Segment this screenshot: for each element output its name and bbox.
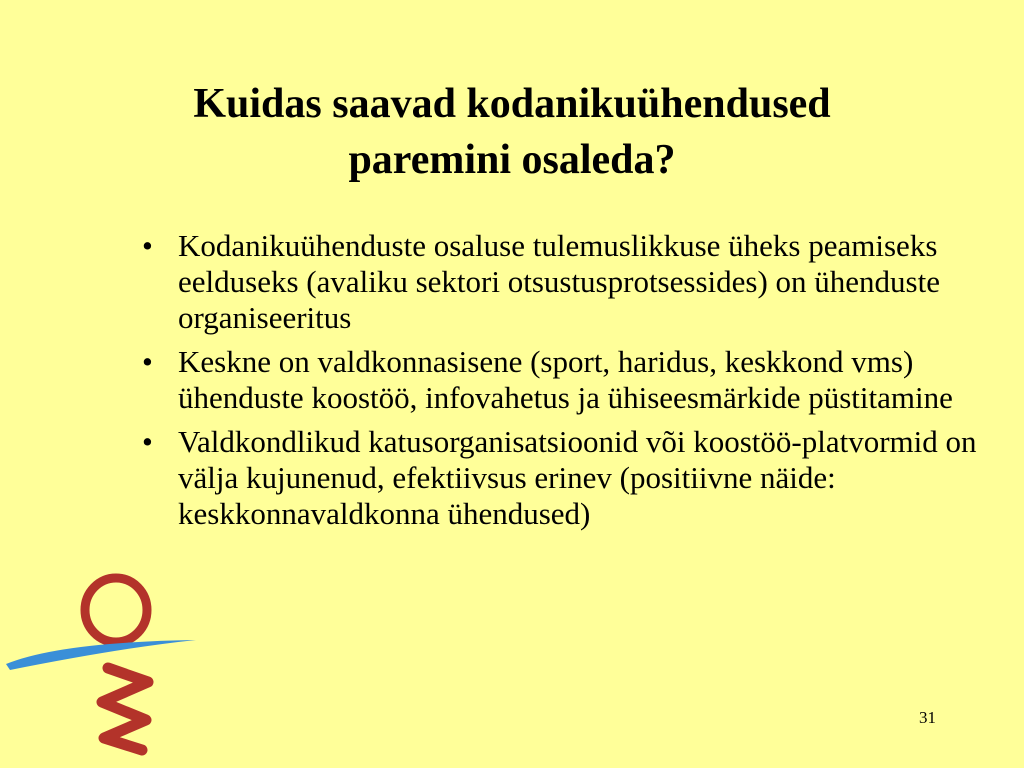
slide-title-line-2: paremini osaleda?: [348, 137, 676, 183]
bullet-glyph: •: [142, 424, 153, 459]
slide-title-line-1: Kuidas saavad kodanikuühendused: [193, 81, 831, 127]
page-number: 31: [919, 708, 936, 727]
bullet-text: Valdkondlikud katusorganisatsioonid või koostöö-platvormid on välja kujunenud, efektiivsus erinev (positiivne näide: keskkonnavaldkonna ühendused): [178, 424, 977, 531]
bullet-item: [140, 228, 990, 336]
bullet-item: [140, 344, 990, 416]
bullet-list: [140, 228, 990, 540]
bullet-glyph: •: [142, 344, 153, 379]
bullet-glyph: •: [142, 228, 153, 263]
slide-title: [60, 76, 964, 188]
bullet-text: Kodanikuühenduste osaluse tulemuslikkuse üheks peamiseks eelduseks (avaliku sektori otsustusprotsessides) on ühenduste organiseeritus: [178, 228, 940, 335]
bullet-item: [140, 424, 990, 532]
bullet-text: Keskne on valdkonnasisene (sport, haridus, keskkond vms) ühenduste koostöö, infovahetus ja ühiseesmärkide püstitamine: [178, 344, 953, 415]
organization-logo-icon: [0, 570, 200, 760]
